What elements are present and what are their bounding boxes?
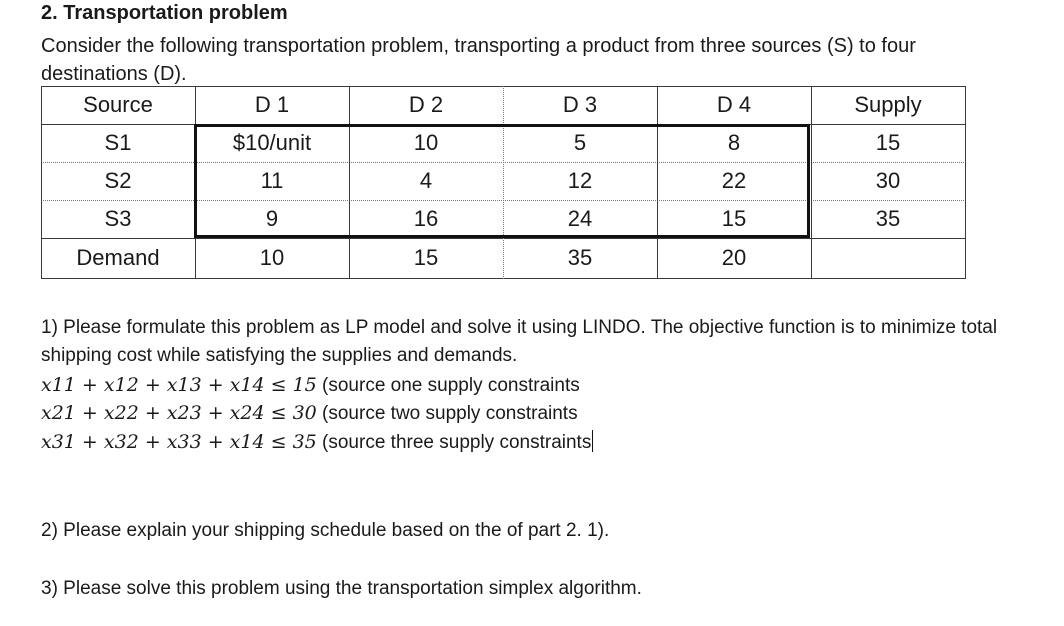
constraint-line[interactable] bbox=[41, 428, 593, 457]
row-source-label: S2 bbox=[104, 168, 132, 193]
constraint-expression: x11 + x12 + x13 + x14 ≤ 15 bbox=[41, 374, 317, 396]
demand-cell: 15 bbox=[413, 245, 439, 270]
demand-cell: 35 bbox=[567, 245, 593, 270]
supply-cell: 15 bbox=[875, 130, 901, 155]
constraint-expression: x31 + x32 + x33 + x14 ≤ 35 bbox=[41, 431, 317, 453]
constraint-expression: x21 + x22 + x23 + x24 ≤ 30 bbox=[41, 402, 317, 424]
header-d3: D 3 bbox=[562, 92, 598, 117]
question-3: 3) Please solve this problem using the transportation simplex algorithm. bbox=[41, 578, 642, 599]
cost-cell: 12 bbox=[567, 168, 593, 193]
cost-cell: 8 bbox=[727, 130, 741, 155]
demand-label: Demand bbox=[76, 245, 160, 270]
constraint-note: (source three supply constraints bbox=[316, 432, 592, 453]
row-source-label: S1 bbox=[104, 130, 132, 155]
header-source: Source bbox=[83, 92, 153, 117]
intro-paragraph: Consider the following transportation problem, transporting a product from three sources (S) to four destinations (D). bbox=[41, 35, 916, 85]
question-1: 1) Please formulate this problem as LP model and solve it using LINDO. The objective function is to minimize total shipping cost while satisfying the supplies and demands. bbox=[41, 317, 998, 366]
constraint-line bbox=[41, 371, 580, 400]
cost-cell: 22 bbox=[721, 168, 747, 193]
constraint-line bbox=[41, 399, 578, 428]
constraint-note: (source two supply constraints bbox=[316, 403, 578, 424]
cost-cell: 9 bbox=[265, 206, 279, 231]
cost-cell: 16 bbox=[413, 206, 439, 231]
cost-cell: 10 bbox=[413, 130, 439, 155]
header-d4: D 4 bbox=[716, 92, 752, 117]
cost-cell: 11 bbox=[260, 168, 284, 193]
section-heading: 2. Transportation problem bbox=[41, 2, 288, 24]
header-supply: Supply bbox=[854, 92, 922, 117]
cost-cell: 5 bbox=[573, 130, 587, 155]
cost-cell: 15 bbox=[721, 206, 747, 231]
table-right-rule bbox=[965, 86, 966, 279]
supply-cell: 35 bbox=[875, 206, 901, 231]
header-d1: D 1 bbox=[254, 92, 290, 117]
question-2: 2) Please explain your shipping schedule based on the of part 2. 1). bbox=[41, 520, 610, 541]
supply-cell: 30 bbox=[875, 168, 901, 193]
text-cursor bbox=[592, 430, 593, 452]
demand-cell: 20 bbox=[721, 245, 747, 270]
transportation-table bbox=[41, 86, 966, 279]
demand-cell: 10 bbox=[259, 245, 285, 270]
header-d2: D 2 bbox=[408, 92, 444, 117]
cost-cell: 4 bbox=[419, 168, 433, 193]
row-source-label: S3 bbox=[104, 206, 132, 231]
cost-cell: $10/unit bbox=[232, 130, 312, 155]
constraint-note: (source one supply constraints bbox=[316, 375, 580, 396]
cost-cell: 24 bbox=[567, 206, 593, 231]
